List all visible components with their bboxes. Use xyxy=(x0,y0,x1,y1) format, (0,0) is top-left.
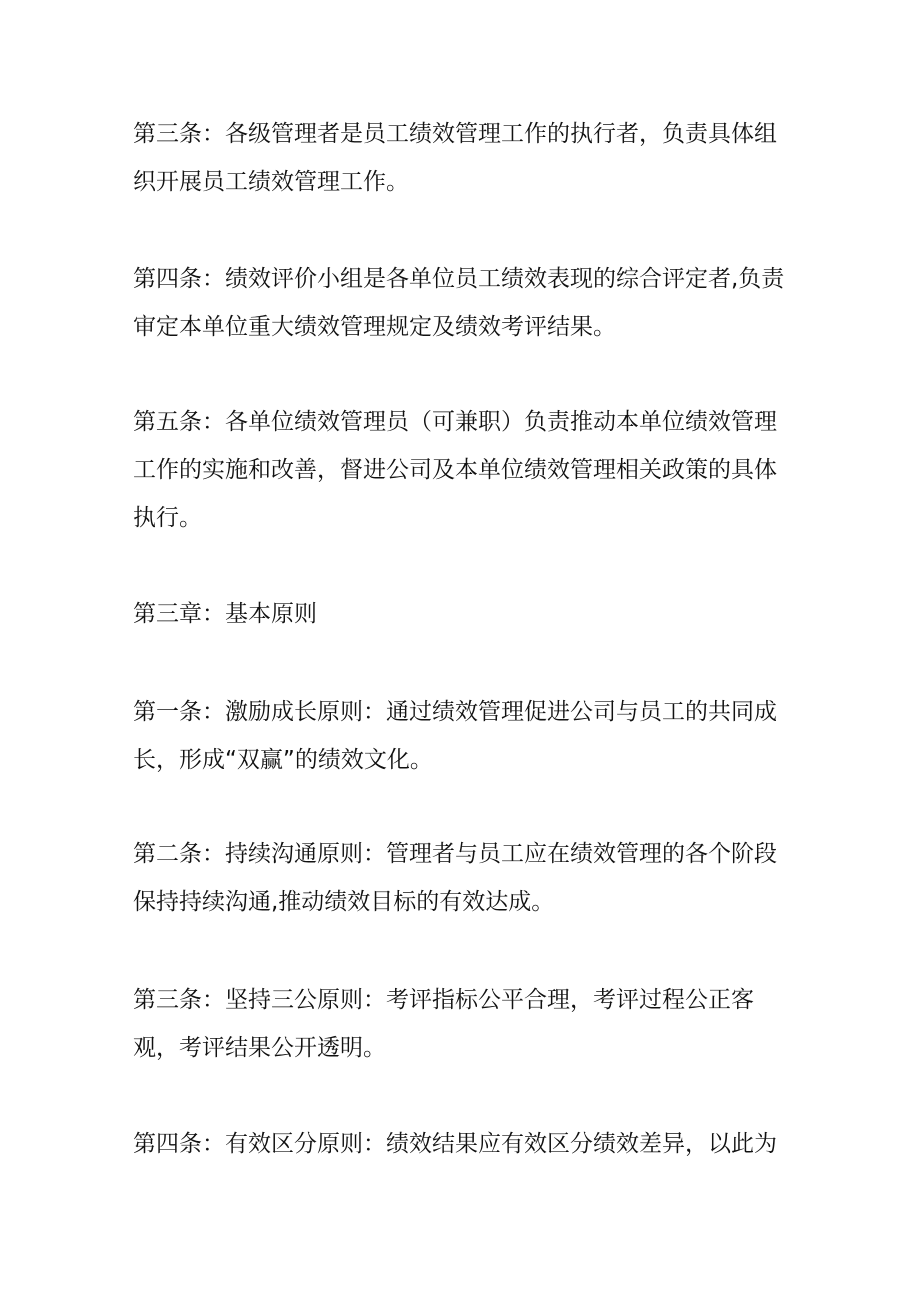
text-line: 保持持续沟通,推动绩效目标的有效达成。 xyxy=(133,889,555,915)
paragraph-principle-2-communication xyxy=(133,830,793,926)
text-line: 第四条：有效区分原则：绩效结果应有效区分绩效差异，以此为 xyxy=(133,1131,777,1157)
paragraph-article-4-evaluation-group xyxy=(133,255,793,351)
paragraph-principle-4-differentiation xyxy=(133,1120,793,1168)
paragraph-principle-3-fairness xyxy=(133,976,793,1072)
text-line: 工作的实施和改善，督进公司及本单位绩效管理相关政策的具体 xyxy=(133,457,777,483)
text-line: 第二条：持续沟通原则：管理者与员工应在绩效管理的各个阶段 xyxy=(133,841,777,867)
paragraph-article-5-administrator xyxy=(133,398,793,542)
text-line: 第一条：激励成长原则：通过绩效管理促进公司与员工的共同成 xyxy=(133,699,777,725)
paragraph-principle-1-growth xyxy=(133,688,793,784)
text-line: 织开展员工绩效管理工作。 xyxy=(133,169,409,195)
text-line: 第三章：基本原则 xyxy=(133,601,317,627)
text-line: 审定本单位重大绩效管理规定及绩效考评结果。 xyxy=(133,314,616,340)
text-line: 观，考评结果公开透明。 xyxy=(133,1035,386,1061)
text-line: 第三条：各级管理者是员工绩效管理工作的执行者，负责具体组 xyxy=(133,121,777,147)
text-line: 第五条：各单位绩效管理员（可兼职）负责推动本单位绩效管理 xyxy=(133,409,777,435)
paragraph-article-3-managers xyxy=(133,110,793,206)
text-line: 长，形成“双赢”的绩效文化。 xyxy=(133,747,433,773)
text-line: 第四条：绩效评价小组是各单位员工绩效表现的综合评定者,负责 xyxy=(133,266,785,292)
chapter-heading xyxy=(133,590,793,638)
text-line: 第三条：坚持三公原则：考评指标公平合理，考评过程公正客 xyxy=(133,987,754,1013)
text-line: 执行。 xyxy=(133,505,202,531)
